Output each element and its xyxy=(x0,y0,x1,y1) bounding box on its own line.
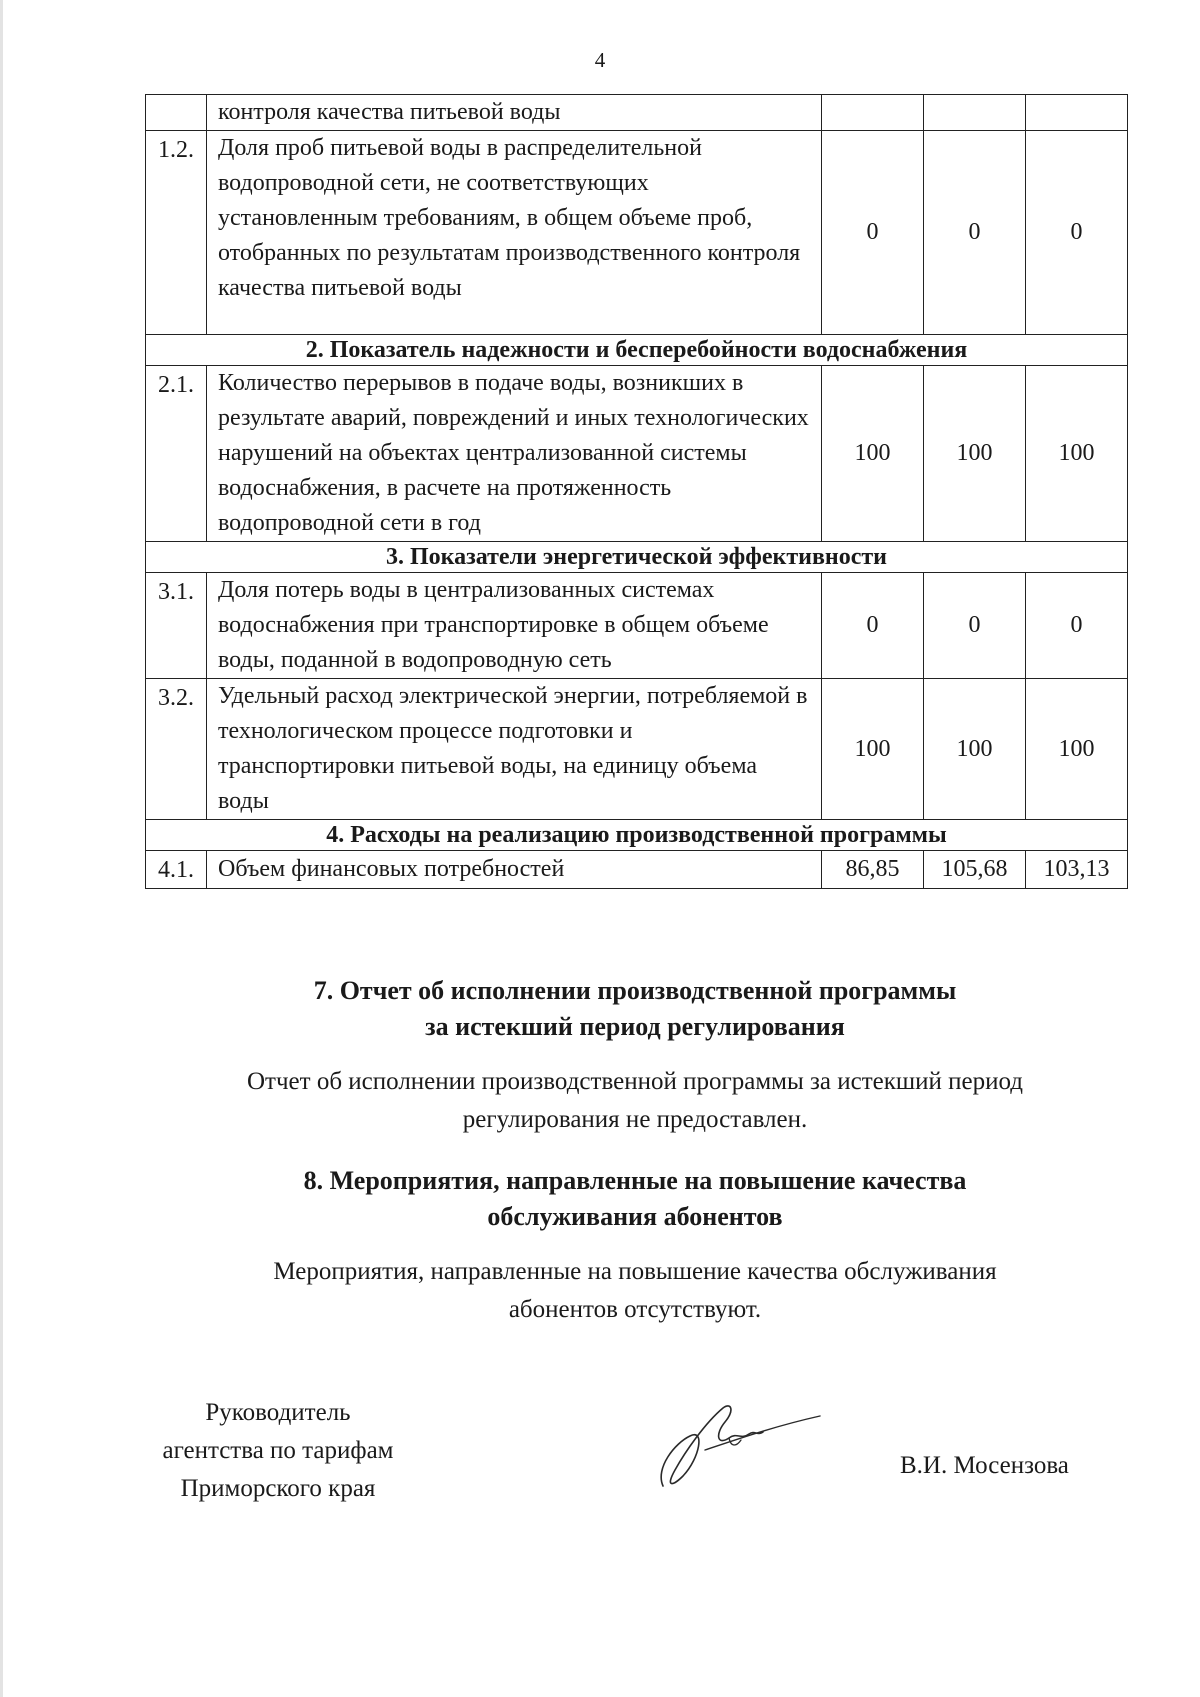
position-line: агентства по тарифам xyxy=(162,1437,394,1464)
page-number: 4 xyxy=(594,48,606,72)
table-row xyxy=(146,366,1128,542)
section8-body xyxy=(0,1253,1200,1329)
row-number xyxy=(146,95,207,131)
section8-heading xyxy=(0,1163,1200,1235)
section8-heading-line: обслуживания абонентов xyxy=(487,1202,783,1231)
indicator-name: Удельный расход электрической энергии, потребляемой в технологическом процессе подготовки и транспортировки питьевой воды, на единицу объема воды xyxy=(207,679,822,820)
table-row xyxy=(146,851,1128,889)
row-number: 2.1. xyxy=(146,366,207,542)
value-cell: 0 xyxy=(822,131,924,335)
table-row xyxy=(146,679,1128,820)
value-cell xyxy=(924,95,1026,131)
value-cell xyxy=(822,95,924,131)
row-number: 1.2. xyxy=(146,131,207,335)
signatory-name: В.И. Мосензова xyxy=(900,1452,1069,1479)
section7-heading-line: за истекший период регулирования xyxy=(425,1012,845,1041)
section8-body-line: Мероприятия, направленные на повышение качества обслуживания xyxy=(273,1258,997,1285)
value-cell: 103,13 xyxy=(1026,851,1128,889)
section7-heading-line: 7. Отчет об исполнении производственной программы xyxy=(313,976,957,1005)
section-header: 2. Показатель надежности и бесперебойности водоснабжения xyxy=(146,335,1128,366)
section7-body-line: Отчет об исполнении производственной программы за истекший период xyxy=(247,1068,1023,1095)
section-header: 3. Показатели энергетической эффективности xyxy=(146,542,1128,573)
signatory-position xyxy=(148,1394,408,1508)
section-row xyxy=(146,820,1128,851)
row-number: 3.2. xyxy=(146,679,207,820)
position-line: Руководитель xyxy=(205,1399,351,1426)
handwritten-signature xyxy=(645,1388,825,1498)
value-cell: 86,85 xyxy=(822,851,924,889)
value-cell: 0 xyxy=(924,573,1026,679)
value-cell: 105,68 xyxy=(924,851,1026,889)
indicator-name: Доля проб питьевой воды в распределительной водопроводной сети, не соответствующих установленным требованиям, в общем объеме проб, отобранных по результатам производственного контроля качества питьевой воды xyxy=(207,131,822,335)
row-number: 4.1. xyxy=(146,851,207,889)
value-cell: 100 xyxy=(822,679,924,820)
page-edge xyxy=(0,0,3,1697)
section7-body-line: регулирования не предоставлен. xyxy=(462,1106,808,1133)
indicator-name: Количество перерывов в подаче воды, возникших в результате аварий, повреждений и иных технологических нарушений на объектах централизованной системы водоснабжения, в расчете на протяженность водопроводной сети в год xyxy=(207,366,822,542)
value-cell: 100 xyxy=(822,366,924,542)
indicator-name: Доля потерь воды в централизованных системах водоснабжения при транспортировке в общем объеме воды, поданной в водопроводную сеть xyxy=(207,573,822,679)
value-cell: 100 xyxy=(924,366,1026,542)
section7-heading xyxy=(0,973,1200,1045)
table-row xyxy=(146,131,1128,335)
table-row xyxy=(146,573,1128,679)
indicator-name: контроля качества питьевой воды xyxy=(207,95,822,131)
value-cell: 100 xyxy=(1026,679,1128,820)
value-cell: 0 xyxy=(822,573,924,679)
value-cell: 0 xyxy=(1026,573,1128,679)
row-number: 3.1. xyxy=(146,573,207,679)
section-header: 4. Расходы на реализацию производственной программы xyxy=(146,820,1128,851)
section-row xyxy=(146,542,1128,573)
value-cell: 100 xyxy=(924,679,1026,820)
indicator-name: Объем финансовых потребностей xyxy=(207,851,822,889)
indicators-table xyxy=(145,94,1128,889)
section8-body-line: абонентов отсутствуют. xyxy=(508,1296,762,1323)
section7-body xyxy=(0,1063,1200,1139)
value-cell: 100 xyxy=(1026,366,1128,542)
position-line: Приморского края xyxy=(180,1475,376,1502)
table-row xyxy=(146,95,1128,131)
value-cell: 0 xyxy=(1026,131,1128,335)
value-cell: 0 xyxy=(924,131,1026,335)
section-row xyxy=(146,335,1128,366)
section8-heading-line: 8. Мероприятия, направленные на повышение качества xyxy=(303,1166,967,1195)
value-cell xyxy=(1026,95,1128,131)
